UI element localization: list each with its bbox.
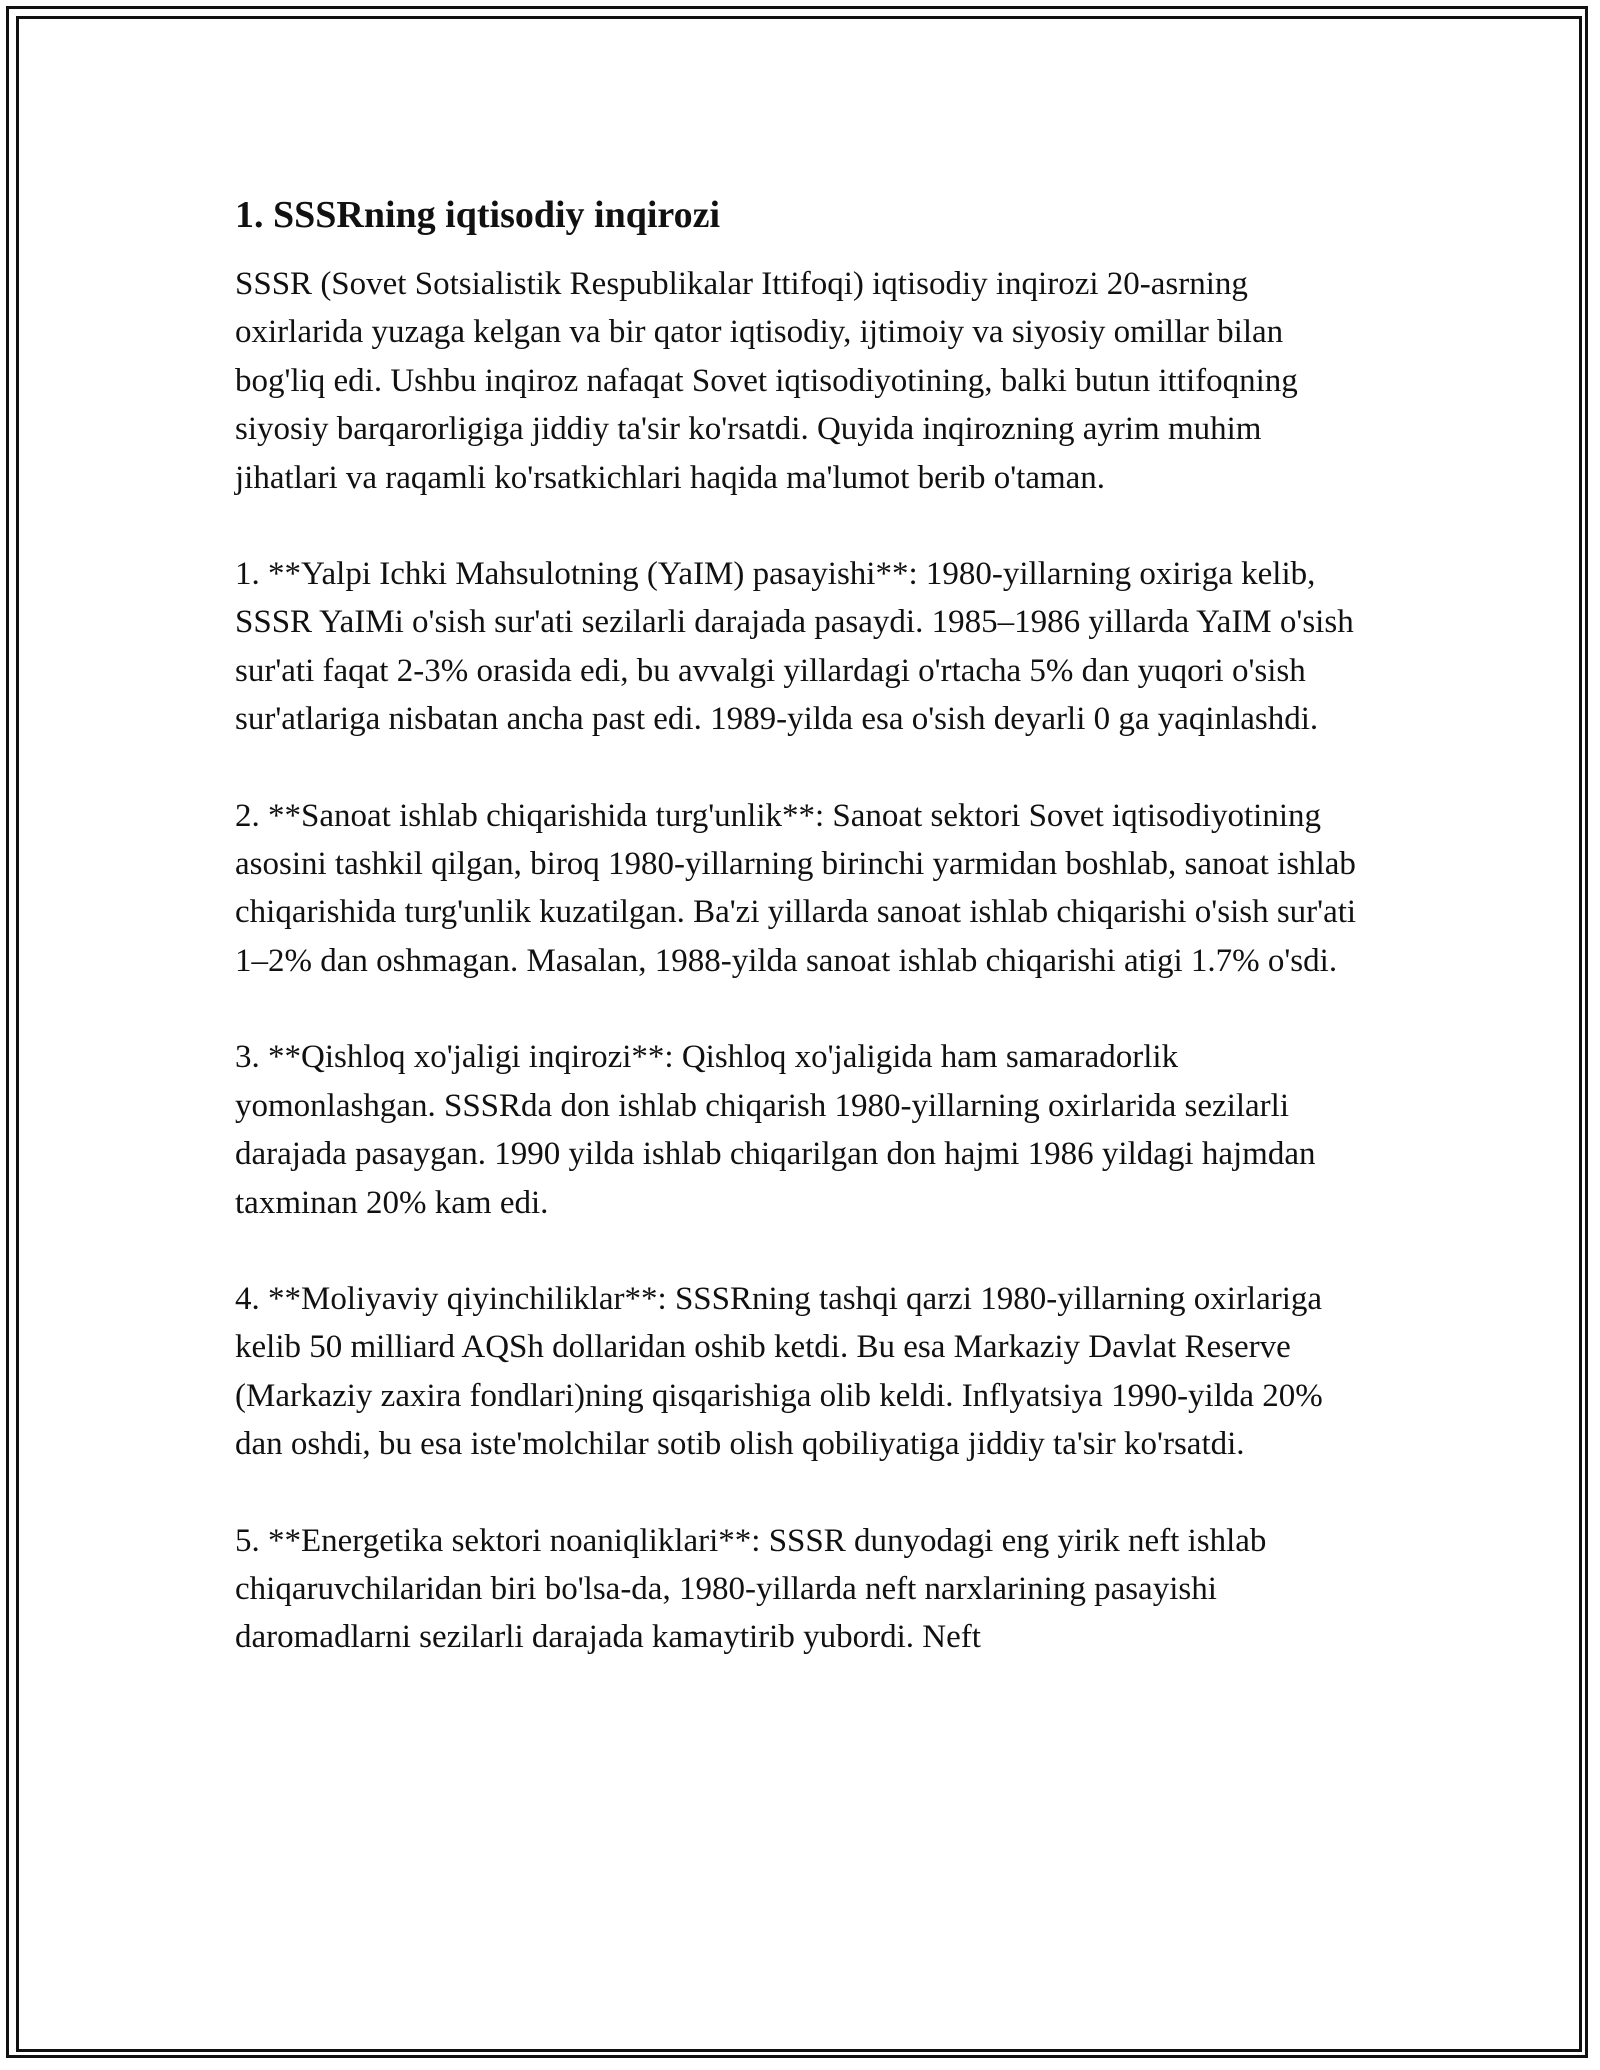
document-body: [235, 188, 1365, 1710]
list-item-gdp: 1. **Yalpi Ichki Mahsulotning (YaIM) pasayishi**: 1980-yillarning oxiriga kelib, SSSR YaIMi o'sish sur'ati sezilarli darajada pasaydi. 1985–1986 yillarda YaIM o'sish sur'ati faqat 2-3% orasida edi, bu avvalgi yillardagi o'rtacha 5% dan yuqori o'sish sur'atlariga nisbatan ancha past edi. 1989-yilda esa o'sish deyarli 0 ga yaqinlashdi.: [235, 556, 1354, 738]
section-heading: 1. SSSRning iqtisodiy inqirozi: [235, 194, 721, 236]
list-item-industry: 2. **Sanoat ishlab chiqarishida turg'unlik**: Sanoat sektori Sovet iqtisodiyotining asosini tashkil qilgan, biroq 1980-yillarning birinchi yarmidan boshlab, sanoat ishlab chiqarishida turg'unlik kuzatilgan. Ba'zi yillarda sanoat ishlab chiqarishi o'sish sur'ati 1–2% dan oshmagan. Masalan, 1988-yilda sanoat ishlab chiqarishi atigi 1.7% o'sdi.: [235, 797, 1357, 979]
intro-paragraph: SSSR (Sovet Sotsialistik Respublikalar Ittifoqi) iqtisodiy inqirozi 20-asrning oxirlarida yuzaga kelgan va bir qator iqtisodiy, ijtimoiy va siyosiy omillar bilan bog'liq edi. Ushbu inqiroz nafaqat Sovet iqtisodiyotining, balki butun ittifoqning siyosiy barqarorligiga jiddiy ta'sir ko'rsatdi. Quyida inqirozning ayrim muhim jihatlari va raqamli ko'rsatkichlari haqida ma'lumot berib o'taman.: [235, 266, 1298, 496]
list-item-energy: 5. **Energetika sektori noaniqliklari**: SSSR dunyodagi eng yirik neft ishlab chiqaruvchilaridan biri bo'lsa-da, 1980-yillarda neft narxlarining pasayishi daromadlarni sezilarli darajada kamaytirib yubordi. Neft: [235, 1522, 1267, 1656]
list-item-agriculture: 3. **Qishloq xo'jaligi inqirozi**: Qishloq xo'jaligida ham samaradorlik yomonlashgan. SSSRda don ishlab chiqarish 1980-yillarning oxirlarida sezilarli darajada pasaygan. 1990 yilda ishlab chiqarilgan don hajmi 1986 yildagi hajmdan taxminan 20% kam edi.: [235, 1039, 1316, 1221]
list-item-finance: 4. **Moliyaviy qiyinchiliklar**: SSSRning tashqi qarzi 1980-yillarning oxirlariga kelib 50 milliard AQSh dollaridan oshib ketdi. Bu esa Markaziy Davlat Reserve (Markaziy zaxira fondlari)ning qisqarishiga olib keldi. Inflyatsiya 1990-yilda 20% dan oshdi, bu esa iste'molchilar sotib olish qobiliyatiga jiddiy ta'sir ko'rsatdi.: [235, 1280, 1323, 1463]
